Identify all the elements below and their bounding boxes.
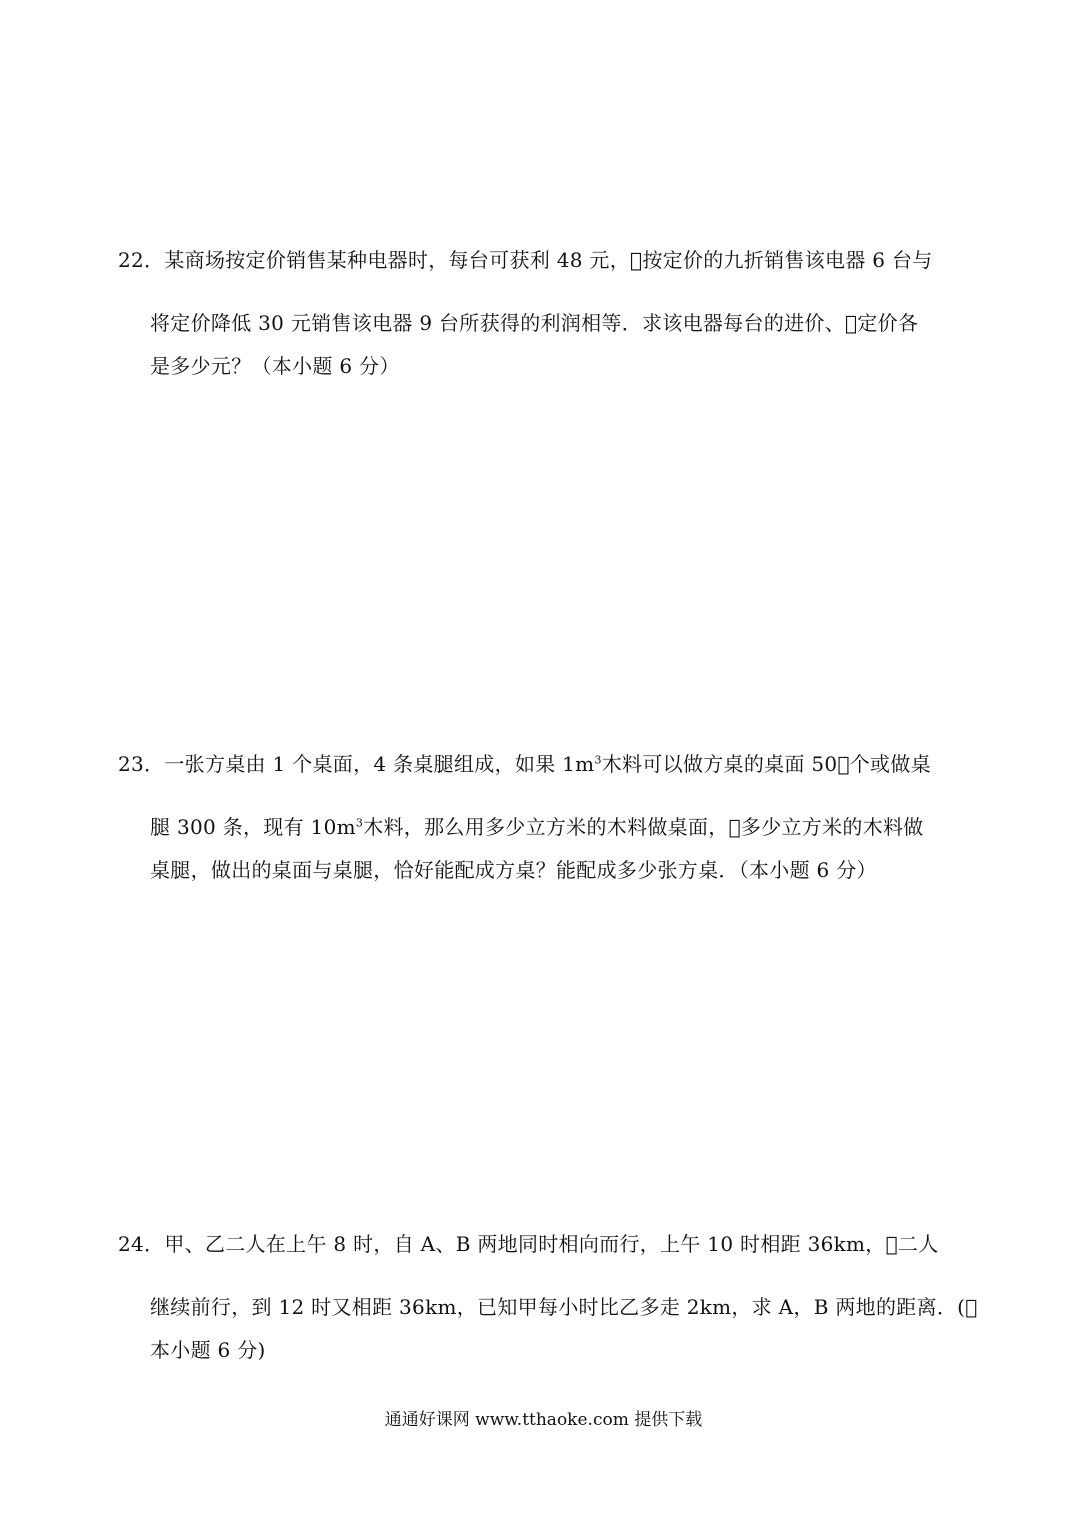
question-24-line-3: 本小题 6 分) (150, 1338, 266, 1362)
question-24-line-1 (118, 1230, 939, 1258)
question-number: 24． (118, 1232, 165, 1256)
question-text: 腿 300 条，现有 10m (150, 815, 356, 839)
superscript-cubed: 3 (594, 753, 602, 767)
question-number: 22． (118, 248, 165, 272)
question-23-line-2 (150, 813, 924, 841)
question-23-line-3: 桌腿，做出的桌面与桌腿，恰好能配成方桌？能配成多少张方桌．（本小题 6 分） (150, 858, 877, 882)
question-22-line-3: 是多少元？（本小题 6 分） (150, 354, 400, 378)
question-24-line-2: 继续前行，到 12 时又相距 36km，已知甲每小时比乙多走 2km，求 A，B 两地的距离．(  (150, 1295, 978, 1319)
question-number: 23． (118, 752, 165, 776)
question-text: 甲、乙二人在上午 8 时，自 A、B 两地同时相向而行，上午 10 时相距 36km， 二人 (164, 1232, 939, 1256)
question-22-line-2: 将定价降低 30 元销售该电器 9 台所获得的利润相等．求该电器每台的进价、 定价各 (150, 311, 919, 335)
question-text: 一张方桌由 1 个桌面，4 条桌腿组成，如果 1m (164, 752, 595, 776)
question-23-line-1 (118, 750, 931, 778)
superscript-cubed: 3 (355, 816, 364, 830)
question-22-line-1 (118, 246, 933, 274)
question-text: 木料可以做方桌的桌面 50 个或做桌 (601, 752, 931, 776)
page-footer: 通通好课网 www.tthaoke.com 提供下载 (384, 1410, 703, 1430)
question-text: 木料，那么用多少立方米的木料做桌面， 多少立方米的木料做 (363, 815, 924, 839)
question-text: 某商场按定价销售某种电器时，每台可获利 48 元， 按定价的九折销售该电器 6 台与 (164, 248, 933, 272)
